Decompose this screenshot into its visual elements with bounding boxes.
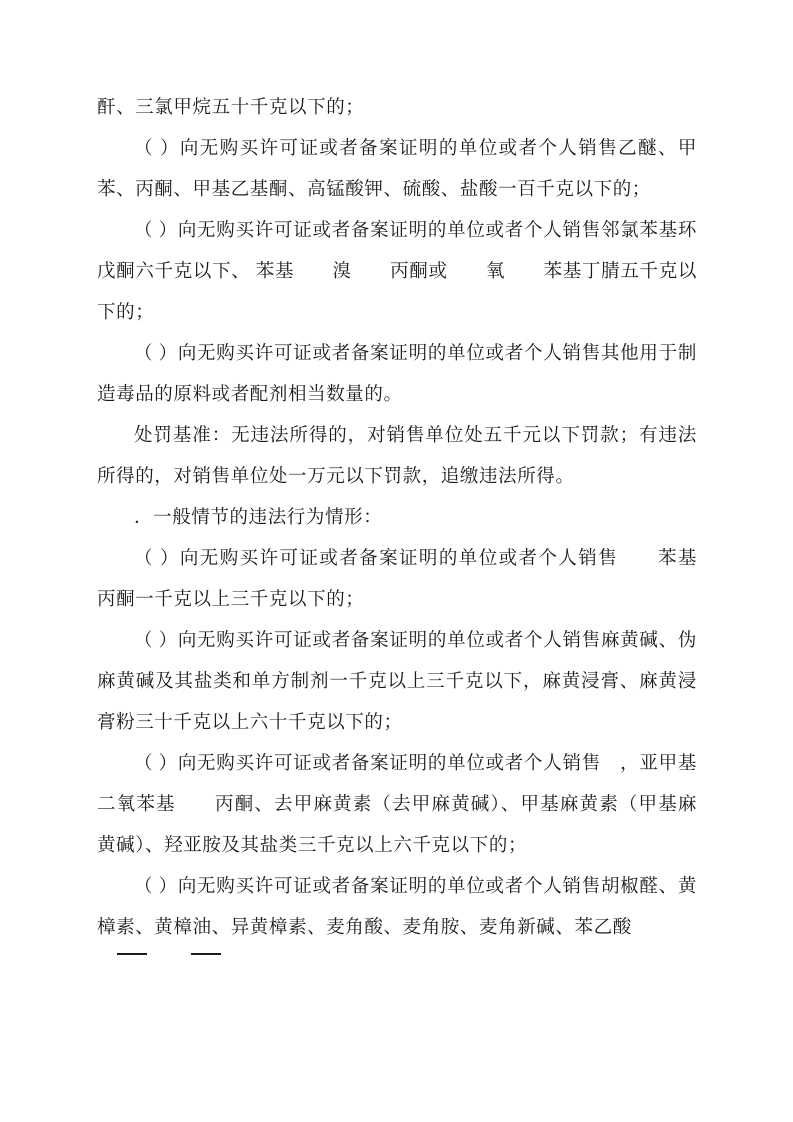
paragraph: （ ）向无购买许可证或者备案证明的单位或者个人销售胡椒醛、黄樟素、黄樟油、异黄樟素、麦角酸、麦角胺、麦角新碱、苯乙酸 (97, 877, 697, 938)
dash-mark (191, 953, 221, 955)
paragraph: （ ）向无购买许可证或者备案证明的单位或者个人销售 ，亚甲基二氧苯基 丙酮、去甲麻黄素（去甲麻黄碱）、甲基麻黄素（甲基麻黄碱）、羟亚胺及其盐类三千克以上六千克以下的； (97, 754, 697, 856)
paragraph: 酐、三氯甲烷五十千克以下的； (97, 98, 365, 118)
document-body (97, 88, 736, 955)
paragraph: （ ）向无购买许可证或者备案证明的单位或者个人销售麻黄碱、伪麻黄碱及其盐类和单方制剂一千克以上三千克以下，麻黄浸膏、麻黄浸膏粉三十千克以上六十千克以下的； (97, 631, 697, 733)
paragraph: （ ）向无购买许可证或者备案证明的单位或者个人销售 苯基 丙酮一千克以上三千克以下的； (97, 549, 736, 610)
footer-marks (97, 953, 697, 955)
dash-mark (117, 953, 147, 955)
paragraph: （ ）向无购买许可证或者备案证明的单位或者个人销售乙醚、甲苯、丙酮、甲基乙基酮、高锰酸钾、硫酸、盐酸一百千克以下的； (97, 139, 697, 200)
paragraph: ．一般情节的违法行为情形： (134, 508, 383, 528)
paragraph: （ ）向无购买许可证或者备案证明的单位或者个人销售其他用于制造毒品的原料或者配剂相当数量的。 (97, 344, 697, 405)
paragraph: 处罚基准：无违法所得的，对销售单位处五千元以下罚款；有违法所得的，对销售单位处一万元以下罚款，追缴违法所得。 (97, 426, 697, 487)
paragraph: （ ）向无购买许可证或者备案证明的单位或者个人销售邻氯苯基环戊酮六千克以下、 苯基 溴 丙酮或 氧 苯基丁腈五千克以下的； (97, 221, 697, 323)
